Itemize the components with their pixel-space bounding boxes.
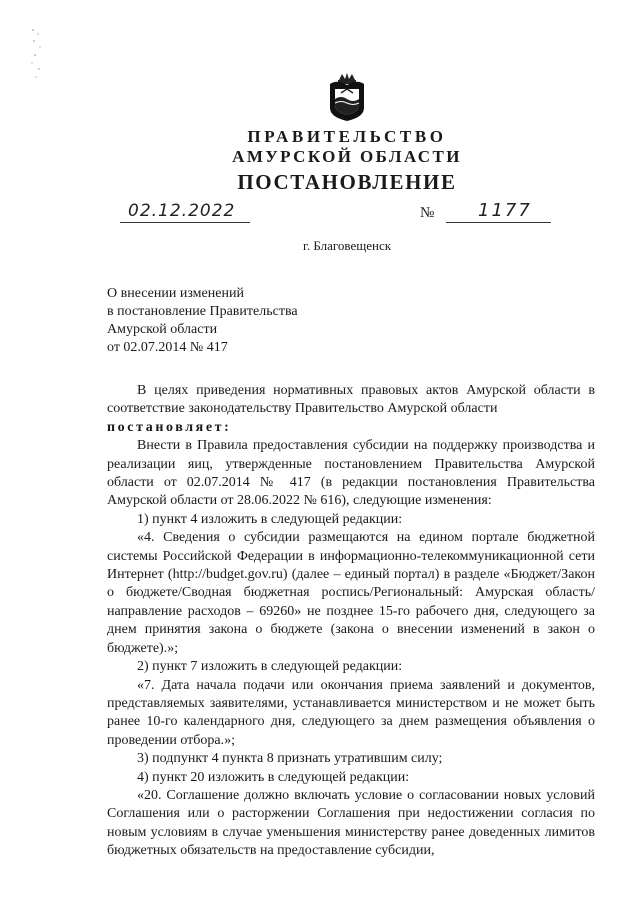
subject-line: от 02.07.2014 № 417 bbox=[107, 340, 228, 355]
document-type-heading: ПОСТАНОВЛЕНИЕ bbox=[237, 170, 457, 194]
date-underline bbox=[120, 222, 250, 223]
number-underline bbox=[446, 222, 551, 223]
document-body bbox=[107, 382, 595, 861]
city-line: г. Благовещенск bbox=[302, 238, 392, 253]
amendment-item: 2) пункт 7 изложить в следующей редакции: bbox=[137, 659, 403, 675]
handwritten-date: 02.12.2022 bbox=[128, 201, 236, 221]
amendment-item: 3) подпункт 4 пункта 8 признать утратившим силу; bbox=[137, 751, 443, 767]
amendment-text: «7. Дата начала подачи или окончания приема заявлений и документов, представляемых заявителями, устанавливается министерством и не может быть ранее 10-го календарного дня, следующего за днем размещения объявления о проведении отбора.»; bbox=[107, 677, 595, 748]
subject-line: О внесении изменений bbox=[107, 286, 244, 301]
subject-line: Амурской области bbox=[107, 322, 218, 337]
resolves-heading: постановляет: bbox=[107, 419, 232, 435]
government-title: ПРАВИТЕЛЬСТВО bbox=[247, 127, 447, 146]
scan-margin-marks bbox=[30, 25, 48, 85]
number-sign: № bbox=[420, 205, 435, 221]
region-title: АМУРСКОЙ ОБЛАСТИ bbox=[232, 147, 462, 166]
amendment-item: 1) пункт 4 изложить в следующей редакции: bbox=[137, 511, 403, 527]
coat-of-arms-emblem bbox=[327, 72, 367, 122]
amendment-item: 4) пункт 20 изложить в следующей редакции: bbox=[137, 769, 410, 785]
subject-block bbox=[107, 285, 298, 357]
subject-line: в постановление Правительства bbox=[107, 304, 298, 319]
body-paragraph: Внести в Правила предоставления субсидии на поддержку производства и реализации яиц, утвержденные постановлением Правительства Амурской области от 02.07.2014 № 417 (в редакции постановления Правительства Амурской области от 28.06.2022 № 616), следующие изменения: bbox=[107, 438, 595, 509]
preamble-paragraph: В целях приведения нормативных правовых актов Амурской области в соответствие законодательству Правительство Амурской области bbox=[107, 383, 595, 417]
amendment-text: «20. Соглашение должно включать условие о согласовании новых условий Соглашения или о расторжении Соглашения при недостижении согласия по новым условиям в случае уменьшения министерству ранее доведенных лимитов бюджетных обязательств на предоставление субсидии, bbox=[107, 787, 595, 859]
amendment-text: «4. Сведения о субсидии размещаются на едином портале бюджетной системы Российской Федерации в информационно-телекоммуникационной сети Интернет (http://budget.gov.ru) (далее – единый портал) в разделе «Бюджет/Закон о бюджете/Сводная бюджетная роспись/Региональный: Амурская область/направление расходов – 69260» не позднее 15-го рабочего дня, следующего за днем принятия закона о бюджете (закона о внесении изменений в закон о бюджете).»; bbox=[107, 530, 595, 656]
handwritten-number: 1177 bbox=[478, 200, 532, 221]
